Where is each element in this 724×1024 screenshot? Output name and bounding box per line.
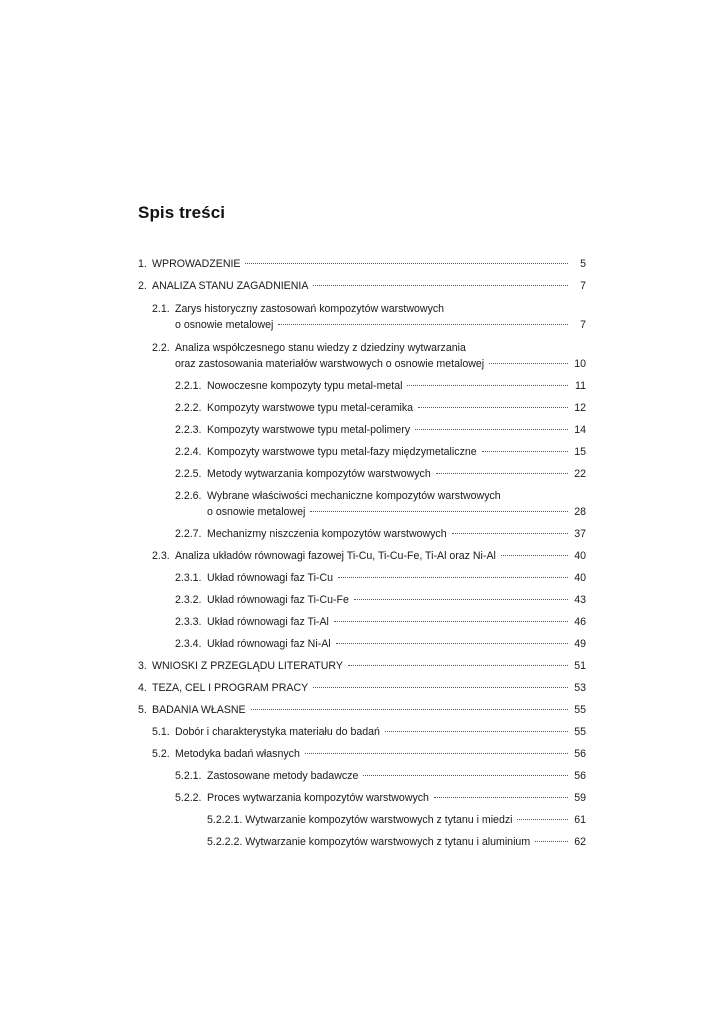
dot-leader <box>251 708 568 710</box>
toc-entry-number: 2.2.3. <box>175 424 202 436</box>
dot-leader <box>482 450 568 452</box>
toc-entry-page: 56 <box>574 770 586 782</box>
toc-entry-title-text: Wytwarzanie kompozytów warstwowych z tytanu i miedzi <box>245 814 513 826</box>
toc-entry-title-cont: o osnowie metalowej <box>207 506 306 518</box>
toc-entry-title: Układ równowagi faz Ti-Cu <box>207 572 333 584</box>
dot-leader <box>501 554 568 556</box>
dot-leader <box>305 752 568 754</box>
toc-entry-title: Nowoczesne kompozyty typu metal-metal <box>207 380 403 392</box>
toc-entry-title: Kompozyty warstwowe typu metal-polimery <box>207 424 411 436</box>
toc-entry <box>138 400 586 416</box>
dot-leader <box>436 472 568 474</box>
toc-entry-title: Układ równowagi faz Ti-Cu-Fe <box>207 594 349 606</box>
toc-entry-number: 1. <box>138 258 147 270</box>
dot-leader <box>434 796 568 798</box>
toc-entry <box>138 570 586 586</box>
toc-entry <box>138 301 586 333</box>
toc-entry <box>138 256 586 272</box>
toc-entry <box>138 340 586 372</box>
toc-entry-title: Układ równowagi faz Ni-Al <box>207 638 331 650</box>
toc-entry-page: 40 <box>574 572 586 584</box>
toc-entry-title: ANALIZA STANU ZAGADNIENIA <box>152 280 309 292</box>
toc-entry <box>138 444 586 460</box>
toc-entry-number: 4. <box>138 682 147 694</box>
toc-entry-number: 2.2.7. <box>175 528 202 540</box>
toc-entry <box>138 466 586 482</box>
toc-entry-title: Kompozyty warstwowe typu metal-ceramika <box>207 402 414 414</box>
toc-entry-title: Mechanizmy niszczenia kompozytów warstwowych <box>207 528 447 540</box>
dot-leader <box>517 818 568 820</box>
toc-entry-title: WPROWADZENIE <box>152 258 241 270</box>
dot-leader <box>452 532 568 534</box>
dot-leader <box>338 576 568 578</box>
toc-entry-number: 2.2.4. <box>175 446 202 458</box>
toc-entry-number: 2.3.4. <box>175 638 202 650</box>
toc-entry-title: Analiza układów równowagi fazowej Ti-Cu, Ti-Cu-Fe, Ti-Al oraz Ni-Al <box>175 550 496 562</box>
toc-entry <box>138 680 586 696</box>
toc-entry <box>138 812 586 828</box>
toc-entry-title: Wybrane właściwości mechaniczne kompozytów warstwowych <box>207 490 501 502</box>
toc-entry-page: 15 <box>574 446 586 458</box>
toc-entry-number: 2.3.1. <box>175 572 202 584</box>
dot-leader <box>336 642 568 644</box>
dot-leader <box>489 362 568 364</box>
toc-entry-page: 55 <box>574 704 586 716</box>
toc-entry <box>138 834 586 850</box>
dot-leader <box>245 262 568 264</box>
dot-leader <box>313 284 568 286</box>
dot-leader <box>385 730 568 732</box>
toc-entry-title: Analiza współczesnego stanu wiedzy z dziedziny wytwarzania <box>175 342 466 354</box>
toc-entry-title: Zarys historyczny zastosowań kompozytów warstwowych <box>175 303 445 315</box>
dot-leader <box>334 620 568 622</box>
toc-entry <box>138 636 586 652</box>
toc-entry-title-cont: oraz zastosowania materiałów warstwowych o osnowie metalowej <box>175 358 485 370</box>
toc-entry-number: 5. <box>138 704 147 716</box>
toc-entry-number: 5.2.1. <box>175 770 202 782</box>
toc-entry <box>138 378 586 394</box>
dot-leader <box>310 510 568 512</box>
toc-entry-page: 11 <box>575 380 586 392</box>
toc-entry-page: 7 <box>580 319 586 331</box>
toc-entry-number: 2.2.5. <box>175 468 202 480</box>
toc-entry-page: 22 <box>574 468 586 480</box>
toc-entry-page: 59 <box>574 792 586 804</box>
toc-entry-number: 2.3. <box>152 550 170 562</box>
dot-leader <box>535 840 568 842</box>
toc-entry-title: WNIOSKI Z PRZEGLĄDU LITERATURY <box>152 660 343 672</box>
toc-entry-page: 12 <box>574 402 586 414</box>
toc-entry-page: 14 <box>574 424 586 436</box>
dot-leader <box>418 406 568 408</box>
dot-leader <box>348 664 568 666</box>
toc-entry-number: 2.1. <box>152 303 170 315</box>
dot-leader <box>407 384 568 386</box>
toc-entry-number: 5.2. <box>152 748 170 760</box>
toc-entry-page: 5 <box>580 258 586 270</box>
toc-entry <box>138 526 586 542</box>
dot-leader <box>354 598 568 600</box>
toc-entry-number: 2.2.1. <box>175 380 202 392</box>
toc-entry-page: 55 <box>574 726 586 738</box>
toc-entry-title: Proces wytwarzania kompozytów warstwowych <box>207 792 429 804</box>
toc-entry <box>138 422 586 438</box>
toc-entry-number: 2.3.3. <box>175 616 202 628</box>
toc-entry <box>138 746 586 762</box>
dot-leader <box>415 428 568 430</box>
toc-entry <box>138 278 586 294</box>
toc-entry-title <box>207 834 530 850</box>
toc-entry-title: Metodyka badań własnych <box>175 748 300 760</box>
toc-entry-page: 56 <box>574 748 586 760</box>
toc-entry <box>138 592 586 608</box>
toc-entry-number: 5.1. <box>152 726 170 738</box>
toc-entry <box>138 488 586 520</box>
toc-entry-title: Kompozyty warstwowe typu metal-fazy międzymetaliczne <box>207 446 477 458</box>
toc-entry-page: 28 <box>574 506 586 518</box>
toc-entry-page: 62 <box>574 836 586 848</box>
page-title: Spis treści <box>138 203 226 222</box>
toc-entry-title: Zastosowane metody badawcze <box>207 770 359 782</box>
toc-entry-number: 2.2.2. <box>175 402 202 414</box>
toc-entry-number: 5.2.2.1. <box>207 814 243 826</box>
toc-entry <box>138 702 586 718</box>
toc-entry-page: 7 <box>580 280 586 292</box>
toc-entry-page: 61 <box>574 814 586 826</box>
toc-entry-number: 5.2.2.2. <box>207 836 243 848</box>
toc-entry <box>138 548 586 564</box>
toc-entry-number: 2. <box>138 280 147 292</box>
toc-entry-title-cont: o osnowie metalowej <box>175 319 274 331</box>
toc-entry-number: 2.2. <box>152 342 170 354</box>
toc-entry-number: 3. <box>138 660 147 672</box>
dot-leader <box>363 774 568 776</box>
toc-entry-page: 37 <box>574 528 586 540</box>
toc-entry-page: 49 <box>574 638 586 650</box>
toc-entry <box>138 790 586 806</box>
table-of-contents <box>138 256 586 850</box>
toc-entry-title: BADANIA WŁASNE <box>152 704 246 716</box>
toc-entry <box>138 614 586 630</box>
toc-entry-page: 40 <box>574 550 586 562</box>
toc-entry-page: 46 <box>574 616 586 628</box>
toc-entry-title: Metody wytwarzania kompozytów warstwowych <box>207 468 431 480</box>
toc-entry-page: 51 <box>574 660 586 672</box>
toc-entry-title: Dobór i charakterystyka materiału do badań <box>175 726 380 738</box>
toc-entry-number: 2.3.2. <box>175 594 202 606</box>
toc-entry-title: TEZA, CEL I PROGRAM PRACY <box>152 682 309 694</box>
toc-entry-title <box>207 812 512 828</box>
dot-leader <box>278 323 568 325</box>
toc-entry-number: 2.2.6. <box>175 490 202 502</box>
toc-entry-page: 10 <box>574 358 586 370</box>
toc-entry-title: Układ równowagi faz Ti-Al <box>207 616 329 628</box>
toc-entry-page: 53 <box>574 682 586 694</box>
toc-entry <box>138 768 586 784</box>
toc-entry <box>138 724 586 740</box>
toc-entry-number: 5.2.2. <box>175 792 202 804</box>
toc-entry-title-text: Wytwarzanie kompozytów warstwowych z tytanu i aluminium <box>245 836 531 848</box>
toc-entry-page: 43 <box>574 594 586 606</box>
dot-leader <box>313 686 568 688</box>
toc-entry <box>138 658 586 674</box>
